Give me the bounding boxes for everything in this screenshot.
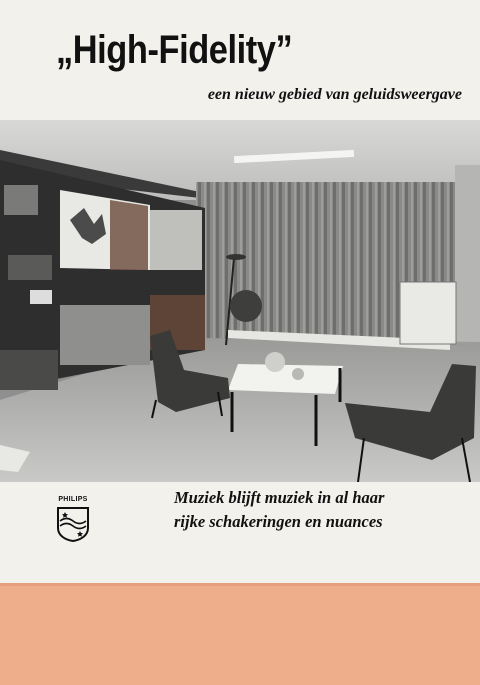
tagline-line-1: Muziek blijft muziek in al haar xyxy=(174,488,385,507)
philips-shield-icon xyxy=(56,506,90,542)
page-title: „High-Fidelity” xyxy=(56,28,293,72)
tagline-line-2: rijke schakeringen en nuances xyxy=(174,512,383,531)
living-room-photo xyxy=(0,120,480,482)
tagline xyxy=(174,486,384,534)
bottom-color-band xyxy=(0,583,480,685)
philips-logo xyxy=(56,496,90,544)
philips-brand-text: PHILIPS xyxy=(58,496,88,503)
page-subtitle: een nieuw gebied van geluidsweergave xyxy=(207,86,462,103)
bottom-band-edge xyxy=(0,583,480,586)
